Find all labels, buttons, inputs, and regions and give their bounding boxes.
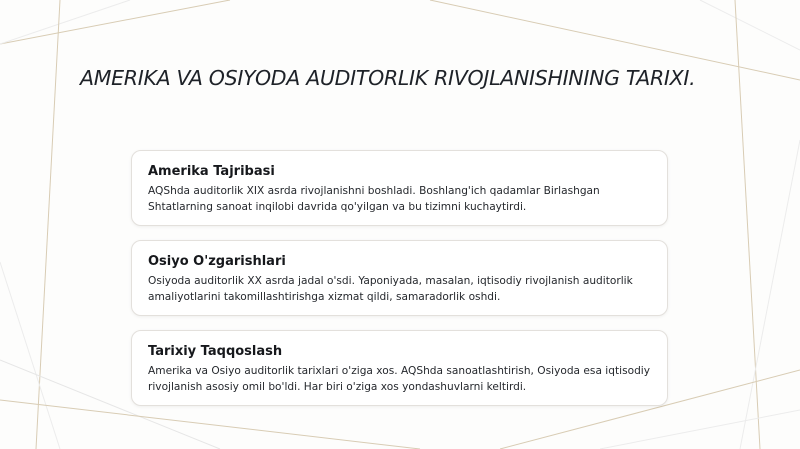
card-osiyo-ozgarishlari (131, 240, 668, 316)
card-tarixiy-taqqoslash (131, 330, 668, 406)
card-body: AQShda auditorlik XIX asrda rivojlanishni boshladi. Boshlang'ich qadamlar Birlashgan Shtatlarning sanoat inqilobi davrida qo'yilgan va bu tizimni kuchaytirdi. (148, 185, 600, 213)
card-body: Osiyoda auditorlik XX asrda jadal o'sdi. Yaponiyada, masalan, iqtisodiy rivojlanish auditorlik amaliyotlarini takomillashtirishga xizmat qildi, samaradorlik oshdi. (148, 275, 633, 303)
card-heading: Tarixiy Taqqoslash (148, 344, 283, 359)
card-amerika-tajribasi (131, 150, 668, 226)
card-heading: Amerika Tajribasi (148, 164, 275, 179)
card-heading: Osiyo O'zgarishlari (148, 254, 286, 269)
card-body: Amerika va Osiyo auditorlik tarixlari o'ziga xos. AQShda sanoatlashtirish, Osiyoda esa iqtisodiy rivojlanish asosiy omil bo'ldi. Har biri o'ziga xos yondashuvlarni keltirdi. (148, 365, 651, 393)
slide-title: AMERIKA VA OSIYODA AUDITORLIK RIVOJLANISHINING TARIXI. (80, 66, 696, 90)
